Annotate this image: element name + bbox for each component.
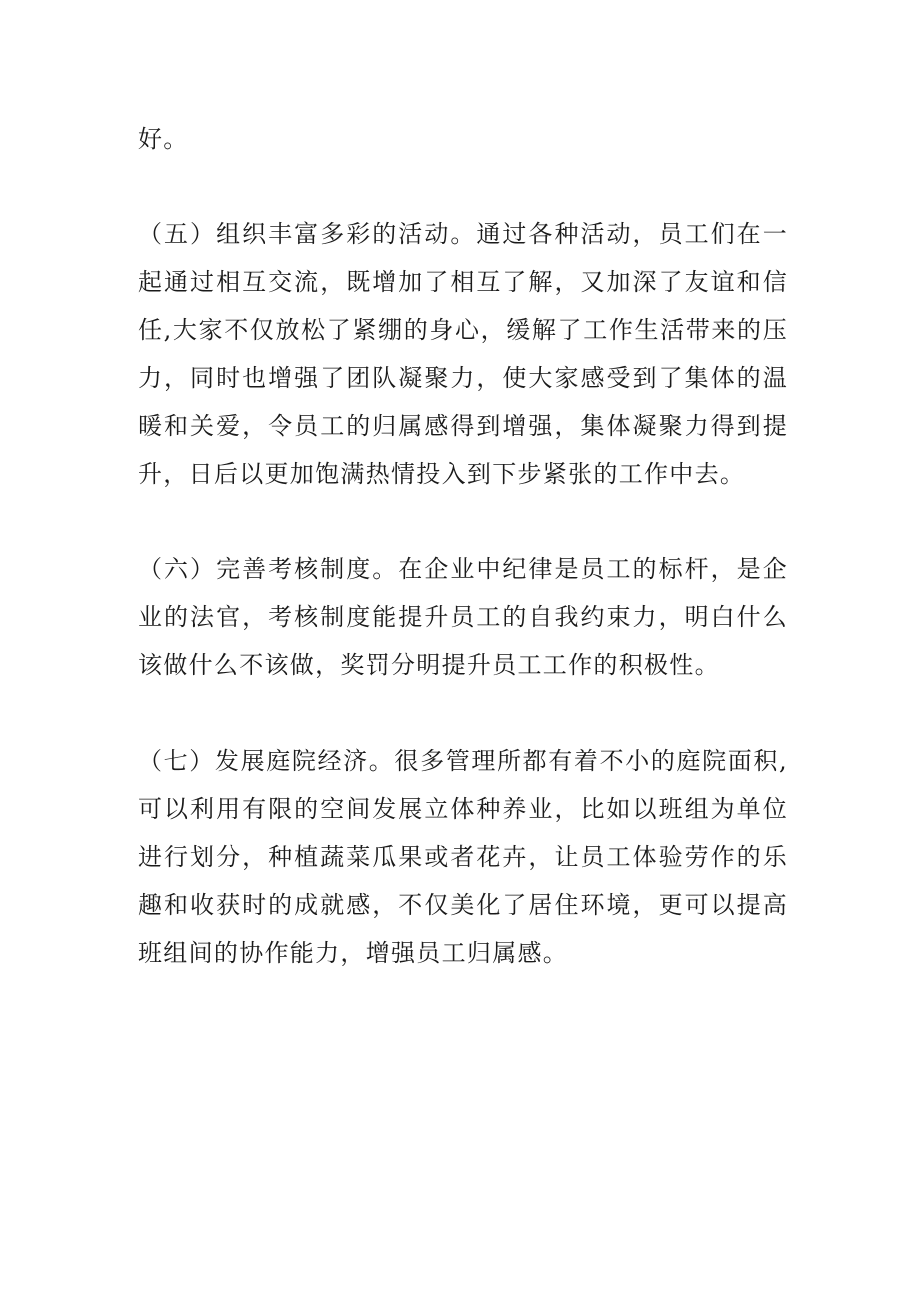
paragraph-activities: （五）组织丰富多彩的活动。通过各种活动，员工们在一起通过相互交流，既增加了相互了解，又加深了友谊和信任,大家不仅放松了紧绷的身心，缓解了工作生活带来的压力，同时也增强了团队凝聚力，使大家感受到了集体的温暖和关爱，令员工的归属感得到增强，集体凝聚力得到提升，日后以更加饱满热情投入到下步紧张的工作中去。 [138, 220, 788, 488]
paragraph-courtyard-economy: （七）发展庭院经济。很多管理所都有着不小的庭院面积,可以利用有限的空间发展立体种养业，比如以班组为单位进行划分，种植蔬菜瓜果或者花卉，让员工体验劳作的乐趣和收获时的成就感，不仅美化了居住环境，更可以提高班组间的协作能力，增强员工归属感。 [138, 747, 788, 967]
paragraph-continuation: 好。 [138, 125, 189, 153]
paragraph-assessment: （六）完善考核制度。在企业中纪律是员工的标杆，是企业的法官，考核制度能提升员工的自我约束力，明白什么该做什么不该做，奖罚分明提升员工工作的积极性。 [138, 555, 788, 679]
